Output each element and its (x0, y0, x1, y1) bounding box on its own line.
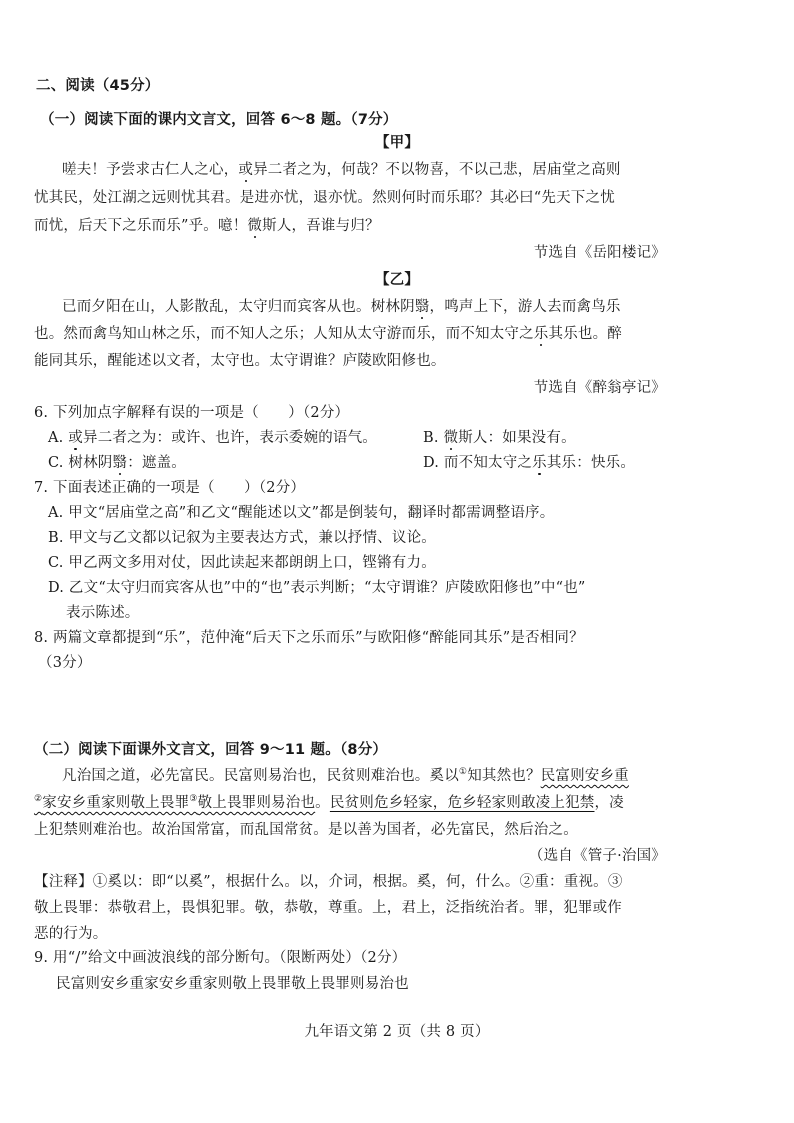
passage-c-line-2 (34, 793, 624, 813)
emphasis-char: 翳 (112, 455, 128, 471)
passage-c-line-3: 上犯禁则难治也。故治国常富，而乱国常贫。是以善为国者，必先富民，然后治之。 (34, 822, 578, 838)
question-7-option-d-cont: 表示陈述。 (66, 605, 140, 621)
emphasis-char: 或 (68, 430, 83, 446)
text: 斯人，吾谁与归？ (262, 218, 380, 234)
text: ，凌 (594, 795, 624, 811)
emphasis-char: 乐 (532, 455, 547, 471)
text: 异二者之为，何哉？不以物喜，不以己悲，居庙堂之高则 (253, 162, 621, 178)
text: 嗟夫！予尝求古仁人之心， (62, 162, 239, 178)
passage-b-line-1 (62, 297, 621, 317)
text: B. (423, 430, 444, 446)
passage-a-line-2: 忧其民，处江湖之远则忧其君。是进亦忧，退亦忧。然则何时而乐耶？其必曰“先天下之忧 (34, 190, 615, 206)
question-7-option-d[interactable]: D. 乙文“太守归而宾客从也”中的“也”表示判断；“太守谓谁？庐陵欧阳修也”中“也” (48, 580, 586, 596)
page-footer: 九年语文第 2 页（共 8 页） (304, 1024, 490, 1040)
text: 而忧，后天下之乐而乐”乎。噫！ (34, 218, 248, 234)
text: 已而夕阳在山，人影散乱，太守归而宾客从也。树林阴 (62, 299, 415, 315)
part2-title: （二）阅读下面课外文言文，回答 9～11 题。（8分） (34, 742, 388, 758)
footnote-marker: ① (458, 767, 468, 777)
passage-c-source: （选自《管子·治国》 (528, 848, 666, 864)
question-6-stem: 6. 下列加点字解释有误的一项是（ ）（2分） (34, 405, 350, 421)
section-title: 二、阅读（45分） (36, 78, 160, 94)
passage-a-label: 【甲】 (374, 135, 420, 151)
text: ：遮盖。 (127, 455, 187, 471)
text: 。 (315, 795, 330, 811)
emphasis-char: 翳 (414, 299, 430, 315)
text: ，鸣声上下，游人去而禽鸟乐 (429, 299, 621, 315)
part1-title: （一）阅读下面的课内文言文，回答 6～8 题。（7分） (40, 112, 398, 128)
passage-a-line-1 (62, 160, 621, 180)
notes-line-1: 【注释】①奚以：即“以奚”，根据什么。以，介词，根据。奚，何，什么。②重：重视。③ (34, 874, 623, 890)
footnote-marker: ③ (189, 794, 198, 804)
text: 家安乡重家则敬上畏罪 (42, 795, 190, 811)
text: 异二者之为：或许、也许，表示委婉的语气。 (83, 430, 377, 446)
passage-b-line-2 (34, 324, 622, 344)
text: C. 树林阴 (48, 455, 113, 471)
passage-b-label: 【乙】 (374, 272, 420, 288)
question-9-sentence[interactable]: 民富则安乡重家安乡重家则敬上畏罪敬上畏罪则易治也 (56, 976, 409, 992)
passage-b-line-3: 能同其乐，醒能述以文者，太守也。太守谓谁？庐陵欧阳修也。 (34, 353, 446, 369)
question-7-option-a[interactable]: A. 甲文“居庙堂之高”和乙文“醒能述以文”都是倒装句，翻译时都需调整语序。 (48, 505, 555, 521)
wavy-underlined-text: 民富则安乡重 (540, 768, 629, 784)
emphasis-char: 微 (247, 218, 263, 234)
wavy-underlined-segment (34, 795, 315, 811)
emphasis-char: 微 (443, 430, 459, 446)
emphasis-char: 或 (238, 162, 254, 178)
question-6-option-d[interactable] (423, 453, 635, 473)
emphasis-char: 乐 (533, 326, 549, 342)
question-7-stem: 7. 下面表述正确的一项是（ ）（2分） (34, 480, 306, 496)
notes-line-3: 恶的行为。 (34, 926, 108, 942)
text: 敬上畏罪则易治也 (197, 795, 316, 811)
text: 也。然而禽鸟知山林之乐，而不知人之乐；人知从太守游而乐，而不知太守之 (34, 326, 534, 342)
text: 其乐：快乐。 (546, 455, 636, 471)
passage-c-line-1 (62, 766, 629, 786)
question-8-stem: 8. 两篇文章都提到“乐”，范仲淹“后天下之乐而乐”与欧阳修“醉能同其乐”是否相同？ (34, 630, 584, 646)
question-8-points: （3分） (38, 655, 92, 671)
text: 其乐也。醉 (548, 326, 622, 342)
text: 斯人：如果没有。 (458, 430, 576, 446)
question-6-option-a[interactable] (48, 428, 377, 448)
footnote-marker: ② (34, 794, 43, 804)
underlined-text: 民贫则危乡轻家，危乡轻家则敢凌上犯禁 (329, 795, 595, 811)
notes-line-2: 敬上畏罪：恭敬君上，畏惧犯罪。敬，恭敬，尊重。上，君上，泛指统治者。罪，犯罪或作 (34, 900, 622, 916)
text: 知其然也？ (467, 768, 541, 784)
text: D. 而不知太守之 (423, 455, 533, 471)
passage-a-source: 节选自《岳阳楼记》 (533, 245, 666, 261)
text: 凡治国之道，必先富民。民富则易治也，民贫则难治也。奚以 (62, 768, 459, 784)
question-7-option-b[interactable]: B. 甲文与乙文都以记叙为主要表达方式，兼以抒情、议论。 (48, 530, 436, 546)
question-7-option-c[interactable]: C. 甲乙两文多用对仗，因此读起来都朗朗上口，铿锵有力。 (48, 555, 436, 571)
passage-a-line-3 (34, 216, 380, 236)
question-6-option-c[interactable] (48, 453, 186, 473)
passage-b-source: 节选自《醉翁亭记》 (533, 380, 666, 396)
question-9-stem: 9. 用“/”给文中画波浪线的部分断句。（限断两处）（2分） (34, 950, 407, 966)
text: A. (48, 430, 69, 446)
question-6-option-b[interactable] (423, 428, 576, 448)
